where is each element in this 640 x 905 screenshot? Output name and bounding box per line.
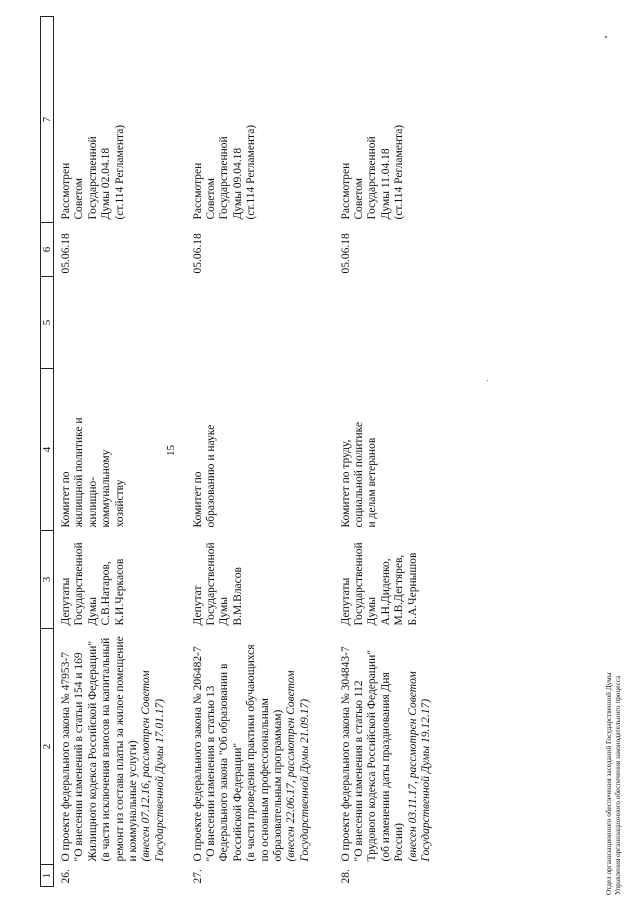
- status-line: Думы 09.04.18: [231, 147, 244, 220]
- committee-line: жилищно-: [86, 476, 99, 528]
- status-line: Советом: [204, 177, 217, 220]
- bill-note-line: Государственной Думы 17.01.17): [153, 698, 166, 862]
- column-5-cell: [334, 277, 454, 369]
- committee-line: хозяйству: [113, 479, 126, 528]
- status-cell: [186, 17, 334, 223]
- committee-line: коммунальному: [100, 449, 113, 528]
- bill-title: О проекте федерального закона № 304843-7: [339, 646, 352, 862]
- document-footer: [605, 672, 623, 895]
- header-cell: 1: [41, 865, 54, 887]
- bill-text-line: "О внесении изменений в статьи 154 и 169: [73, 652, 86, 862]
- column-5-cell: [186, 277, 334, 369]
- bill-description: [334, 629, 454, 865]
- author-line: Депутаты: [60, 577, 72, 626]
- status-line: (ст.114 Регламента): [393, 124, 406, 220]
- date-cell: 05.06.18: [339, 233, 352, 274]
- bill-description: [186, 629, 334, 865]
- status-line: Рассмотрен: [191, 162, 204, 220]
- author-line: К.И.Черкасов: [113, 558, 126, 626]
- bill-text-line: Федерального закона "Об образовании в: [218, 663, 231, 862]
- bill-note-line: (внесен 22.06.17, рассмотрен Советом: [285, 670, 298, 862]
- bill-text-line: "О внесении изменения в статью 13: [204, 685, 217, 862]
- bill-title: О проекте федерального закона № 206482-7: [191, 646, 204, 862]
- header-cell: 6: [41, 223, 54, 277]
- author-line: Государственной: [352, 542, 365, 626]
- header-cell: 2: [41, 629, 54, 865]
- table-header-row: [41, 17, 54, 887]
- committee-line: жилищной политике и: [73, 417, 86, 528]
- author-line: А.Н.Диденко,: [379, 558, 392, 626]
- author-line: С.В.Натаров,: [100, 561, 113, 626]
- committee-line: Комитет по: [60, 471, 72, 528]
- author-line: Депутаты: [339, 577, 352, 626]
- committee-line: Комитет по: [191, 471, 204, 528]
- bill-note-line: (внесен 03.11.17, рассмотрен Советом: [406, 671, 419, 862]
- header-cell: 4: [41, 369, 54, 531]
- status-cell: [54, 17, 186, 223]
- footer-line: Отдел организационного обеспечения заседаний Государственной Думы: [605, 672, 613, 895]
- status-line: Государственной: [218, 136, 231, 220]
- bill-text-line: ремонт из состава платы за жилое помещение: [113, 636, 126, 862]
- header-cell: 7: [41, 17, 54, 223]
- bill-text-line: Трудового кодекса Российской Федерации": [366, 650, 379, 862]
- bill-note-line: Государственной Думы 21.09.17): [298, 698, 311, 862]
- status-line: Государственной: [366, 136, 379, 220]
- committee-line: социальной политике: [352, 421, 365, 528]
- bill-text-line: образовательным программам): [271, 709, 284, 862]
- bill-text-line: и коммунальные услуги): [127, 740, 140, 862]
- bill-description: [54, 629, 186, 865]
- status-line: Рассмотрен: [60, 162, 72, 220]
- date-cell: 05.06.18: [60, 233, 72, 274]
- bill-text-line: Жилищного кодекса Российской Федерации": [86, 640, 99, 862]
- bill-authors: [334, 531, 454, 629]
- author-line: Думы: [366, 597, 379, 626]
- status-line: Советом: [352, 177, 365, 220]
- bill-text-line: (в части проведения практики обучающихся: [245, 644, 258, 862]
- responsible-committee: [334, 369, 454, 531]
- status-line: (ст.114 Регламента): [245, 124, 258, 220]
- column-5-cell: [54, 277, 186, 369]
- responsible-committee: [186, 369, 334, 531]
- table-row: [186, 17, 334, 887]
- bill-note-line: (внесен 07.12.16, рассмотрен Советом: [140, 670, 153, 862]
- author-line: В.М.Власов: [231, 567, 244, 626]
- author-line: Б.А.Чернышов: [406, 552, 419, 626]
- author-line: Депутат: [191, 585, 204, 626]
- bill-authors: [186, 531, 334, 629]
- bill-text-line: (в части исключения взносов на капитальный: [100, 637, 113, 862]
- status-line: Думы 11.04.18: [379, 148, 392, 220]
- author-line: М.В.Дегтярев,: [393, 554, 406, 626]
- bill-title: О проекте федерального закона № 47953-7: [60, 652, 72, 862]
- row-number: 28.: [339, 869, 352, 884]
- bills-table: [40, 16, 454, 887]
- row-number: 27.: [191, 869, 204, 884]
- committee-line: Комитет по труду,: [339, 439, 352, 528]
- author-line: Государственной: [73, 542, 86, 626]
- bill-text-line: "О внесении изменения в статью 112: [352, 680, 365, 862]
- status-cell: [334, 17, 454, 223]
- author-line: Думы: [86, 597, 99, 626]
- footer-line: Управления организационного обеспечения законодательного процесса: [614, 675, 622, 895]
- status-line: Думы 02.04.18: [100, 147, 113, 220]
- header-cell: 5: [41, 277, 54, 369]
- author-line: Государственной: [204, 542, 217, 626]
- date-cell: 05.06.18: [191, 233, 204, 274]
- status-line: Рассмотрен: [339, 162, 352, 220]
- status-line: Государственной: [86, 136, 99, 220]
- table-row: [334, 17, 454, 887]
- bill-note-line: Государственной Думы 19.12.17): [419, 698, 432, 862]
- row-number: 26.: [60, 869, 72, 884]
- committee-line: образованию и науке: [204, 424, 217, 528]
- bill-text-line: России): [393, 823, 406, 862]
- page-number: 15: [165, 445, 177, 456]
- bill-text-line: Российской Федерации": [231, 742, 244, 862]
- status-line: (ст.114 Регламента): [113, 124, 126, 220]
- bill-text-line: по основным профессиональным: [258, 698, 271, 862]
- bill-text-line: (об изменении даты празднования Дня: [379, 672, 392, 862]
- author-line: Думы: [218, 597, 231, 626]
- responsible-committee: [54, 369, 186, 531]
- header-cell: 3: [41, 531, 54, 629]
- table-row: [54, 17, 186, 887]
- bill-authors: [54, 531, 186, 629]
- status-line: Советом: [73, 177, 86, 220]
- committee-line: и делам ветеранов: [366, 437, 379, 528]
